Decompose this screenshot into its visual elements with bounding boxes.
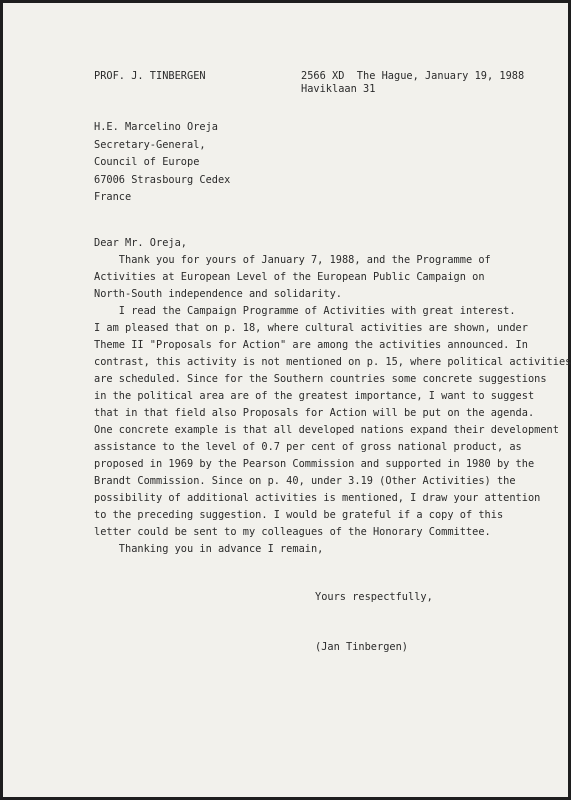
body-line: Brandt Commission. Since on p. 40, under 3.19 (Other Activities) the bbox=[94, 475, 516, 487]
salutation: Dear Mr. Oreja, bbox=[94, 237, 187, 249]
body-line: Activities at European Level of the European Public Campaign on bbox=[94, 271, 485, 283]
body-line: I am pleased that on p. 18, where cultural activities are shown, under bbox=[94, 322, 528, 334]
recipient-line: Council of Europe bbox=[94, 156, 200, 168]
sender-name: PROF. J. TINBERGEN bbox=[94, 70, 206, 82]
sender-street: Haviklaan 31 bbox=[301, 83, 376, 95]
recipient-line: France bbox=[94, 191, 132, 203]
letter-page bbox=[3, 3, 571, 797]
body-line: Thanking you in advance I remain, bbox=[94, 543, 324, 555]
recipient-line: H.E. Marcelino Oreja bbox=[94, 121, 218, 133]
body-line: contrast, this activity is not mentioned on p. 15, where political activities bbox=[94, 356, 571, 368]
body-line: in the political area are of the greatest importance, I want to suggest bbox=[94, 390, 535, 402]
body-line: assistance to the level of 0.7 per cent of gross national product, as bbox=[94, 441, 522, 453]
body-line: proposed in 1969 by the Pearson Commission and supported in 1980 by the bbox=[94, 458, 535, 470]
body-line: Theme II "Proposals for Action" are among the activities announced. In bbox=[94, 339, 528, 351]
body-line: are scheduled. Since for the Southern countries some concrete suggestions bbox=[94, 373, 547, 385]
body-line: One concrete example is that all developed nations expand their development bbox=[94, 424, 559, 436]
body-line: to the preceding suggestion. I would be grateful if a copy of this bbox=[94, 509, 504, 521]
recipient-line: Secretary-General, bbox=[94, 139, 206, 151]
body-line: possibility of additional activities is mentioned, I draw your attention bbox=[94, 492, 541, 504]
signature-name: (Jan Tinbergen) bbox=[315, 641, 408, 653]
body-line: that in that field also Proposals for Action will be put on the agenda. bbox=[94, 407, 535, 419]
body-line: I read the Campaign Programme of Activities with great interest. bbox=[94, 305, 516, 317]
closing: Yours respectfully, bbox=[315, 591, 433, 603]
recipient-line: 67006 Strasbourg Cedex bbox=[94, 174, 231, 186]
body-line: North-South independence and solidarity. bbox=[94, 288, 342, 300]
body-line: Thank you for yours of January 7, 1988, and the Programme of bbox=[94, 254, 491, 266]
body-line: letter could be sent to my colleagues of the Honorary Committee. bbox=[94, 526, 491, 538]
place-and-date: 2566 XD The Hague, January 19, 1988 bbox=[301, 70, 525, 82]
